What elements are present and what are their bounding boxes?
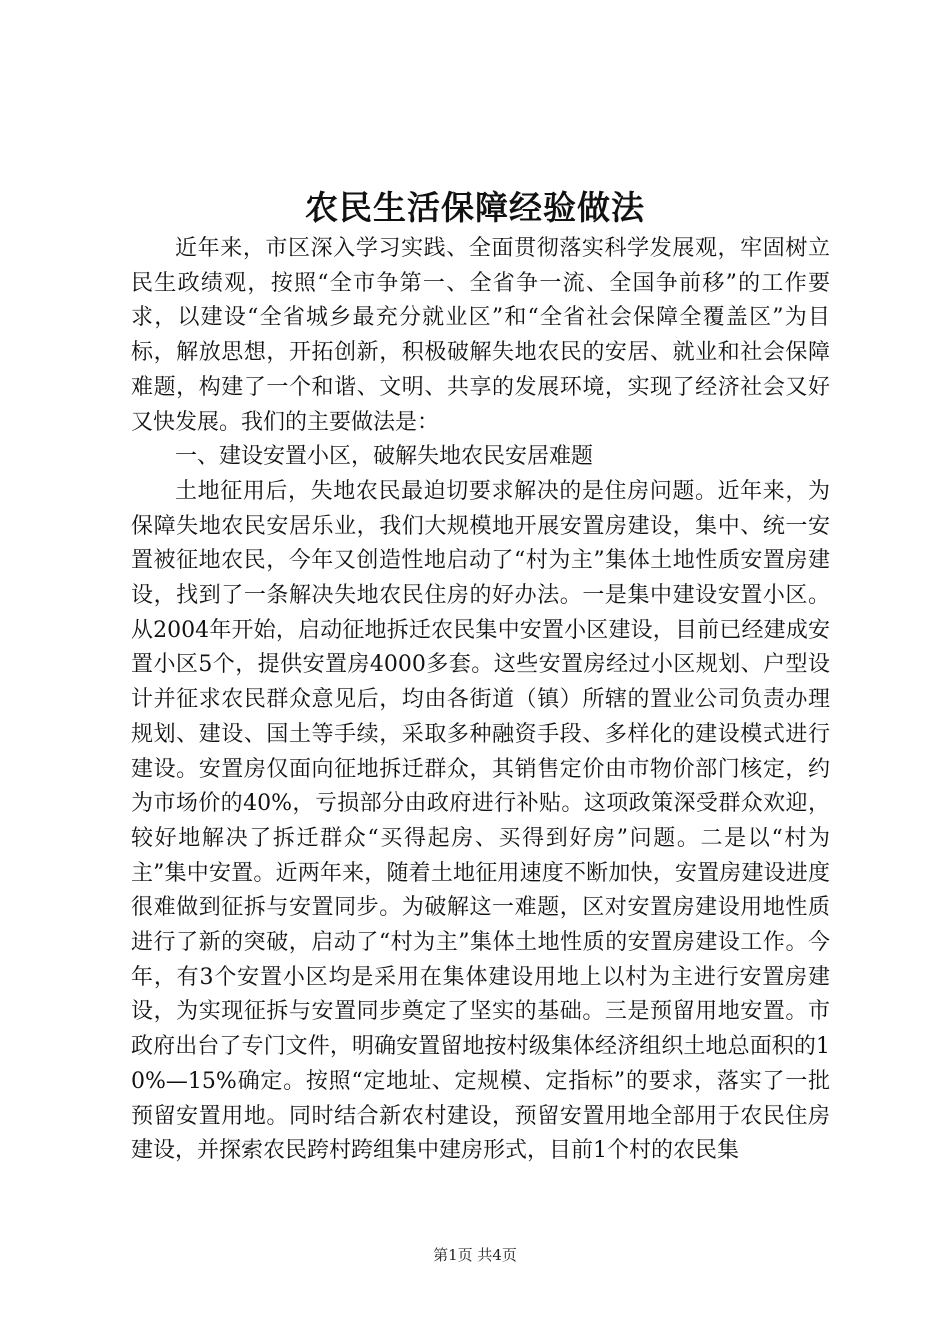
section-heading: 一、建设安置小区，破解失地农民安居难题: [175, 444, 594, 470]
document-title: 农民生活保障经验做法: [305, 188, 645, 227]
document-body: [131, 232, 830, 1169]
paragraph-housing: 土地征用后，失地农民最迫切要求解决的是住房问题。近年来，为保障失地农民安居乐业，我们大规模地开展安置房建设，集中、统一安置被征地农民，今年又创造性地启动了“村为主”集体土地性质安置房建设，找到了一条解决失地农民住房的好办法。一是集中建设安置小区。从2004年开始，启动征地拆迁农民集中安置小区建设，目前已经建成安置小区5个，提供安置房4000多套。这些安置房经过小区规划、户型设计并征求农民群众意见后，均由各街道（镇）所辖的置业公司负责办理规划、建设、国土等手续，采取多种融资手段、多样化的建设模式进行建设。安置房仅面向征地拆迁群众，其销售定价由市物价部门核定，约为市场价的40%，亏损部分由政府进行补贴。这项政策深受群众欢迎，较好地解决了拆迁群众“买得起房、买得到好房”问题。二是以“村为主”集中安置。近两年来，随着土地征用速度不断加快，安置房建设进度很难做到征拆与安置同步。为破解这一难题，区对安置房建设用地性质进行了新的突破，启动了“村为主”集体土地性质的安置房建设工作。今年，有3个安置小区均是采用在集体建设用地上以村为主进行安置房建设，为实现征拆与安置同步奠定了坚实的基础。三是预留用地安置。市政府出台了专门文件，明确安置留地按村级集体经济组织土地总面积的10%—15%确定。按照“定地址、定规模、定指标”的要求，落实了一批预留安置用地。同时结合新农村建设，预留安置用地全部用于农民住房建设，并探索农民跨村跨组集中建房形式，目前1个村的农民集: [131, 478, 830, 1164]
page-number-footer: 第1页 共4页: [433, 1246, 517, 1264]
paragraph-intro: 近年来，市区深入学习实践、全面贯彻落实科学发展观，牢固树立民生政绩观，按照“全市争第一、全省争一流、全国争前移”的工作要求，以建设“全省城乡最充分就业区”和“全省社会保障全覆盖区”为目标，解放思想，开拓创新，积极破解失地农民的安居、就业和社会保障难题，构建了一个和谐、文明、共享的发展环境，实现了经济社会又好又快发展。我们的主要做法是：: [131, 236, 830, 435]
